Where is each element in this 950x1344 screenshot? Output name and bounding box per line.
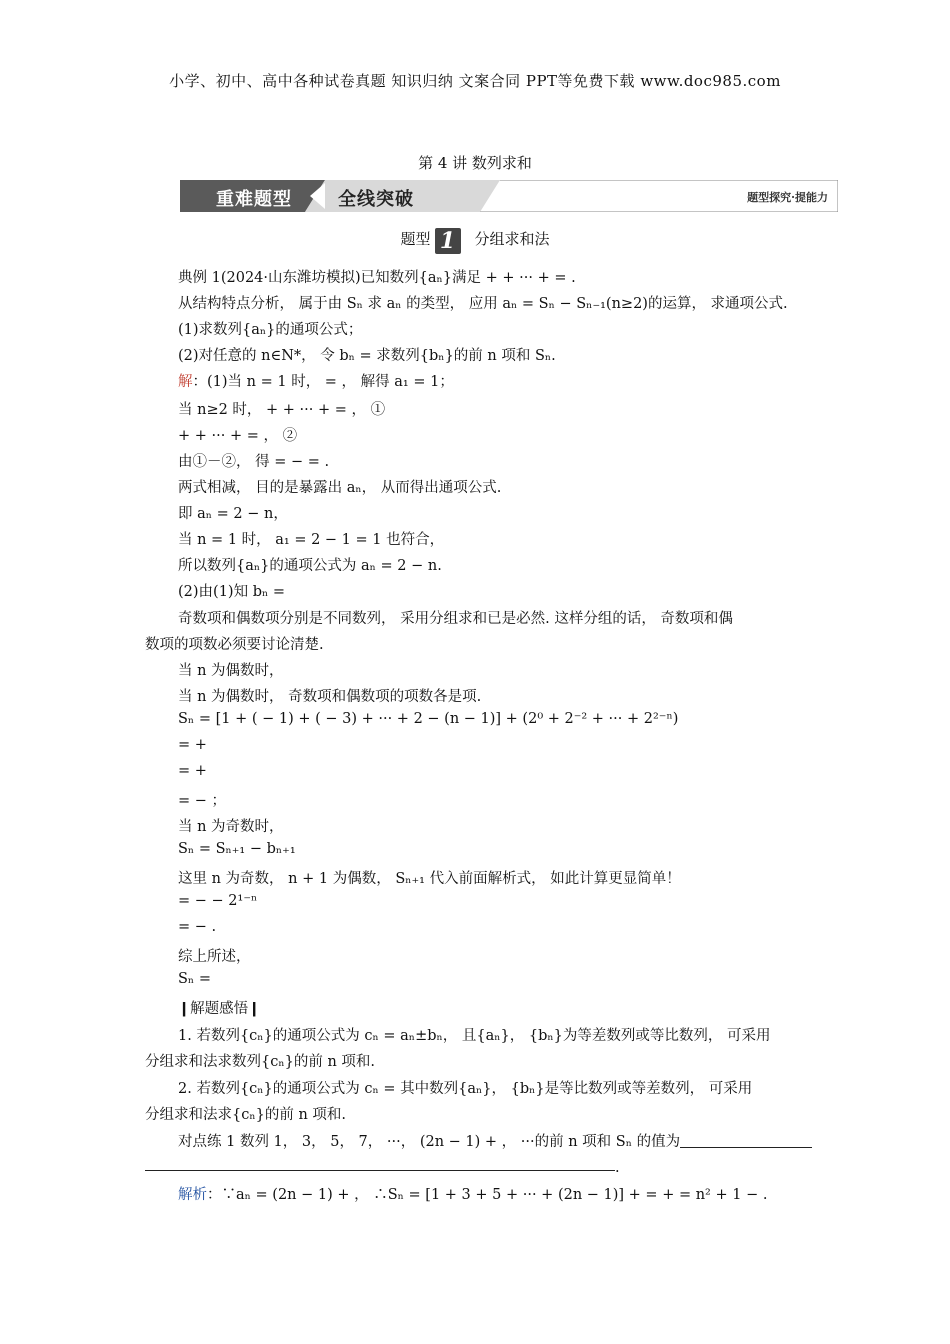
example-line: 典例 1(2024·山东潍坊模拟)已知数列{aₙ}满足 + + ··· + = . — [178, 270, 576, 286]
analysis-line — [178, 1183, 767, 1204]
banner-left-text: 重难题型 — [216, 189, 292, 210]
type-prefix: 题型 — [400, 230, 431, 248]
math-line: = + — [178, 737, 207, 753]
answer-blank — [680, 1133, 812, 1148]
question-2: (2)对任意的 n∈N*， 令 bₙ = 求数列{bₙ}的前 n 项和 Sₙ. — [178, 348, 556, 364]
math-line: + + ··· + = ， ② — [178, 428, 298, 444]
type-name: 分组求和法 — [474, 230, 550, 248]
math-line: = + — [178, 763, 207, 779]
page-header: 小学、初中、高中各种试卷真题 知识归纳 文案合同 PPT等免费下载 www.doc985.com — [169, 72, 781, 90]
solution-line — [178, 370, 454, 391]
banner-tag: 题型探究·提能力 — [747, 191, 828, 204]
math-line: 当 n = 1 时， a₁ = 2 − 1 = 1 也符合， — [178, 532, 445, 548]
case-heading: 当 n 为奇数时， — [178, 819, 284, 835]
blank-period: . — [615, 1160, 620, 1176]
math-line: Sₙ = — [178, 971, 211, 987]
note-line: 两式相减， 目的是暴露出 aₙ， 从而得出通项公式. — [178, 480, 502, 496]
analysis-text: ：∵aₙ = (2n − 1) + ， ∴Sₙ = [1 + 3 + 5 + ··· + (2n − 1)] + = + = n² + 1 − . — [207, 1187, 768, 1203]
math-line: = − ； — [178, 793, 227, 809]
solution-text: ：(1)当 n = 1 时， = ， 解得 a₁ = 1； — [192, 374, 454, 390]
note-line: 奇数项和偶数项分别是不同数列， 采用分组求和已是必然. 这样分组的话， 奇数项和偶 — [178, 611, 733, 627]
math-line: 所以数列{aₙ}的通项公式为 aₙ = 2 − n. — [178, 558, 442, 574]
answer-blank-line — [145, 1170, 615, 1171]
practice-line — [178, 1130, 812, 1151]
math-line: Sₙ = [1 + ( − 1) + ( − 3) + ··· + 2 − (n − 1)] + (2⁰ + 2⁻² + ··· + 2²⁻ⁿ) — [178, 711, 679, 727]
insight-heading: ❙解题感悟❙ — [178, 1001, 261, 1017]
summary-line: 综上所述， — [178, 949, 251, 965]
math-line: 当 n≥2 时， + + ··· + = ， ① — [178, 402, 386, 418]
solution-label: 解 — [178, 374, 193, 390]
math-line: Sₙ = Sₙ₊₁ − bₙ₊₁ — [178, 841, 296, 857]
lecture-title: 第 4 讲 数列求和 — [418, 154, 532, 172]
insight-1-cont: 分组求和法求数列{cₙ}的前 n 项和. — [145, 1054, 376, 1070]
note-line: 数项的项数必须要讨论清楚. — [145, 637, 324, 653]
insight-1: 1. 若数列{cₙ}的通项公式为 cₙ = aₙ±bₙ， 且{aₙ}， {bₙ}为等差数列或等比数列， 可采用 — [178, 1028, 771, 1044]
type-number-badge: 1 — [435, 228, 461, 254]
math-line: (2)由(1)知 bₙ = — [178, 584, 286, 600]
analysis-note: 从结构特点分析， 属于由 Sₙ 求 aₙ 的类型， 应用 aₙ = Sₙ − Sₙ₋₁(n≥2)的运算， 求通项公式. — [178, 296, 788, 312]
section-banner — [180, 180, 838, 212]
insight-2: 2. 若数列{cₙ}的通项公式为 cₙ = 其中数列{aₙ}， {bₙ}是等比数列或等差数列， 可采用 — [178, 1081, 753, 1097]
type-heading — [0, 228, 950, 254]
math-line: 即 aₙ = 2 − n， — [178, 506, 288, 522]
note-line: 这里 n 为奇数， n + 1 为偶数， Sₙ₊₁ 代入前面解析式， 如此计算更显简单！ — [178, 871, 681, 887]
banner-right-text: 全线突破 — [338, 189, 414, 210]
insight-2-cont: 分组求和法求{cₙ}的前 n 项和. — [145, 1107, 347, 1123]
math-line: = − − 2¹⁻ⁿ — [178, 893, 258, 909]
question-1: (1)求数列{aₙ}的通项公式； — [178, 322, 363, 338]
case-heading: 当 n 为偶数时， — [178, 663, 284, 679]
analysis-label: 解析 — [178, 1187, 207, 1203]
note-line: 当 n 为偶数时， 奇数项和偶数项的项数各是项. — [178, 689, 482, 705]
math-line: 由①－②， 得 = − = . — [178, 454, 330, 470]
practice-text: 对点练 1 数列 1， 3， 5， 7， ···， (2n − 1) + ， ···的前 n 项和 Sₙ 的值为 — [178, 1134, 681, 1150]
math-line: = − . — [178, 919, 217, 935]
